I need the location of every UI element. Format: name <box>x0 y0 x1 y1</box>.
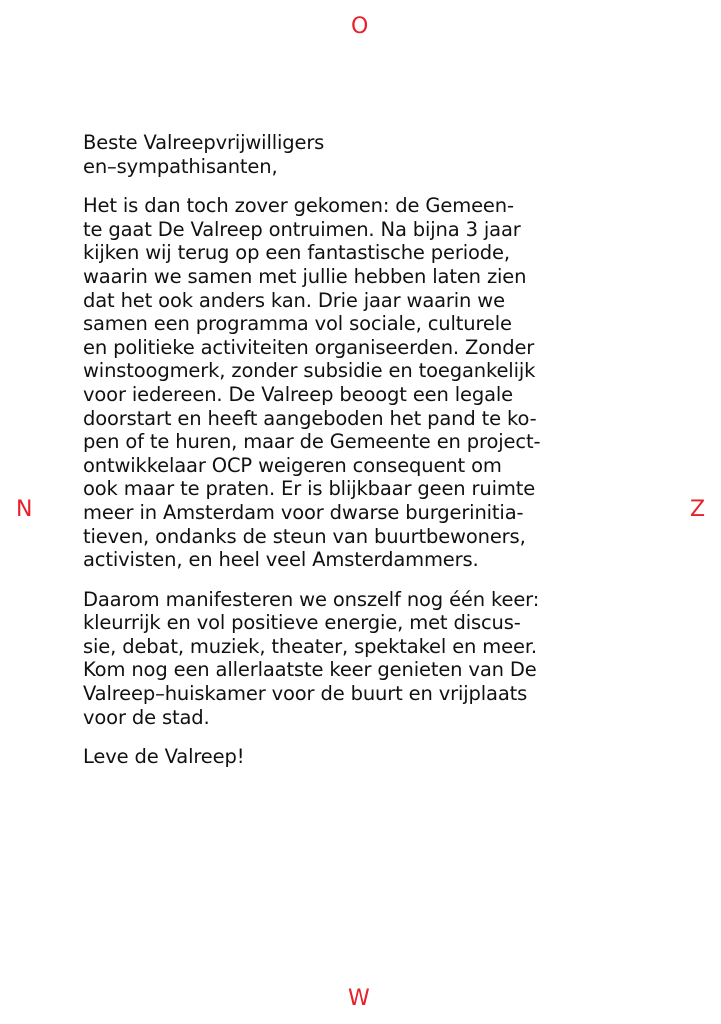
text-line: pen of te huren, maar de Gemeente en project- <box>83 430 541 454</box>
text-line: meer in Amsterdam voor dwarse burgerinitia- <box>83 500 524 524</box>
paragraph-2 <box>83 588 643 730</box>
text-line: Kom nog een allerlaatste keer genieten van De <box>83 658 537 682</box>
text-line: voor de stad. <box>83 705 210 729</box>
text-line: en politieke activiteiten organiseerden. Zonder <box>83 335 535 359</box>
salutation <box>83 131 643 178</box>
closing-line: Leve de Valreep! <box>83 745 245 769</box>
text-line: dat het ook anders kan. Drie jaar waarin we <box>83 288 505 312</box>
compass-east-label: Z <box>690 497 706 522</box>
letter-body <box>83 131 643 785</box>
text-line: voor iedereen. De Valreep beoogt een legale <box>83 382 514 406</box>
text-line: te gaat De Valreep ontruimen. Na bijna 3 jaar <box>83 217 521 241</box>
text-line: Het is dan toch zover gekomen: de Gemeen- <box>83 194 514 218</box>
text-line: Daarom manifesteren we onszelf nog één keer: <box>83 587 540 611</box>
compass-west-label: N <box>16 497 33 522</box>
text-line: ontwikkelaar OCP weigeren consequent om <box>83 453 502 477</box>
compass-south-label: W <box>348 986 370 1011</box>
salutation-line: en–sympathisanten, <box>83 154 278 178</box>
salutation-line: Beste Valreepvrijwilligers <box>83 131 325 154</box>
paragraph-1 <box>83 194 643 572</box>
text-line: sie, debat, muziek, theater, spektakel en meer. <box>83 634 537 658</box>
text-line: waarin we samen met jullie hebben laten zien <box>83 264 527 288</box>
text-line: kleurrijk en vol positieve energie, met discus- <box>83 611 521 635</box>
text-line: doorstart en heeft aangeboden het pand te ko- <box>83 406 537 430</box>
closing <box>83 745 643 769</box>
text-line: winstoogmerk, zonder subsidie en toegankelijk <box>83 359 536 383</box>
text-line: tieven, ondanks de steun van buurtbewoners, <box>83 524 526 548</box>
compass-north-label: O <box>351 14 369 39</box>
text-line: kijken wij terug op een fantastische periode, <box>83 241 510 265</box>
text-line: samen een programma vol sociale, culturele <box>83 312 512 336</box>
text-line: Valreep–huiskamer voor de buurt en vrijplaats <box>83 682 528 706</box>
text-line: activisten, en heel veel Amsterdammers. <box>83 548 479 572</box>
text-line: ook maar te praten. Er is blijkbaar geen ruimte <box>83 477 536 501</box>
